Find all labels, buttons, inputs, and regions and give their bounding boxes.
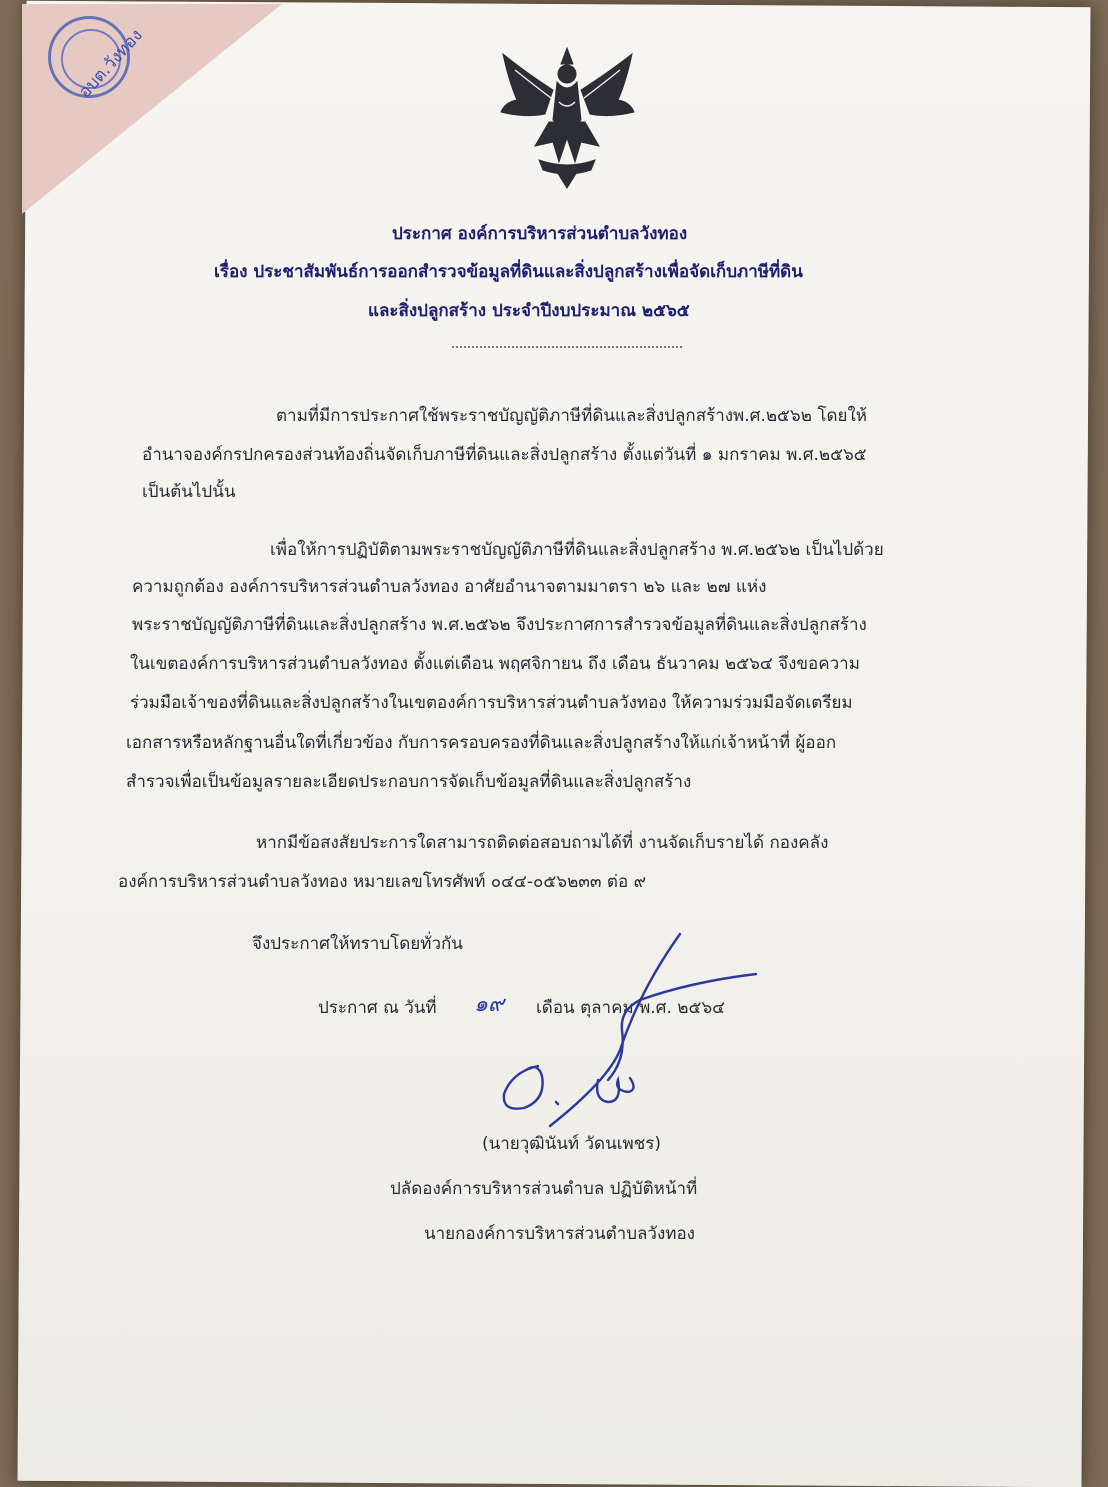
closing-statement: จึงประกาศให้ทราบโดยทั่วกัน — [252, 934, 463, 954]
paragraph-1-line-3: เป็นต้นไปนั้น — [142, 482, 236, 502]
paragraph-2-line-2: ความถูกต้อง องค์การบริหารส่วนตำบลวังทอง อาศัยอำนาจตามมาตรา ๒๖ และ ๒๗ แห่ง — [132, 577, 767, 597]
header-line-3: และสิ่งปลูกสร้าง ประจำปีงบประมาณ ๒๕๖๕ — [368, 301, 690, 321]
paragraph-3-line-1: หากมีข้อสงสัยประการใดสามารถติดต่อสอบถามได้ที่ งานจัดเก็บรายได้ กองคลัง — [256, 833, 829, 853]
paragraph-1-line-2: อำนาจองค์กรปกครองส่วนท้องถิ่นจัดเก็บภาษีที่ดินและสิ่งปลูกสร้าง ตั้งแต่วันที่ ๑ มกราคม พ.ศ.๒๕๖๕ — [142, 445, 867, 465]
paragraph-2-line-6: เอกสารหรือหลักฐานอื่นใดที่เกี่ยวข้อง กับการครอบครองที่ดินและสิ่งปลูกสร้างให้แก่เจ้าหน้าที่ ผู้ออก — [126, 733, 837, 753]
paragraph-2-line-7: สำรวจเพื่อเป็นข้อมูลรายละเอียดประกอบการจัดเก็บข้อมูลที่ดินและสิ่งปลูกสร้าง — [126, 772, 692, 792]
header-divider — [452, 346, 682, 348]
date-day-handwritten: ๑๙ — [474, 992, 505, 1017]
signatory-title-1: ปลัดองค์การบริหารส่วนตำบล ปฏิบัติหน้าที่ — [390, 1179, 698, 1199]
header-line-1: ประกาศ องค์การบริหารส่วนตำบลวังทอง — [392, 224, 688, 244]
date-prefix: ประกาศ ณ วันที่ — [318, 998, 437, 1018]
garuda-emblem-icon — [495, 42, 640, 192]
handwritten-signature-icon — [490, 930, 780, 1130]
header-line-2: เรื่อง ประชาสัมพันธ์การออกสำรวจข้อมูลที่ดินและสิ่งปลูกสร้างเพื่อจัดเก็บภาษีที่ดิน — [214, 262, 803, 282]
paragraph-2-line-4: ในเขตองค์การบริหารส่วนตำบลวังทอง ตั้งแต่เดือน พฤศจิกายน ถึง เดือน ธันวาคม ๒๕๖๔ จึงขอความ — [130, 654, 860, 674]
paragraph-1-line-1: ตามที่มีการประกาศใช้พระราชบัญญัติภาษีที่ดินและสิ่งปลูกสร้างพ.ศ.๒๕๖๒ โดยให้ — [276, 406, 867, 426]
stamp-label: อบต.วังทอง — [74, 25, 147, 103]
signatory-title-2: นายกองค์การบริหารส่วนตำบลวังทอง — [424, 1224, 695, 1244]
paragraph-2-line-1: เพื่อให้การปฏิบัติตามพระราชบัญญัติภาษีที่ดินและสิ่งปลูกสร้าง พ.ศ.๒๕๖๒ เป็นไปด้วย — [270, 540, 884, 560]
paragraph-2-line-3: พระราชบัญญัติภาษีที่ดินและสิ่งปลูกสร้าง พ.ศ.๒๕๖๒ จึงประกาศการสำรวจข้อมูลที่ดินและสิ่งปลูกสร้าง — [132, 615, 867, 635]
date-suffix: เดือน ตุลาคม พ.ศ. ๒๕๖๔ — [536, 998, 726, 1018]
paragraph-3-line-2: องค์การบริหารส่วนตำบลวังทอง หมายเลขโทรศัพท์ ๐๔๔-๐๕๖๒๓๓ ต่อ ๙ — [118, 872, 647, 892]
signatory-name: (นายวุฒินันท์ วัดนเพชร) — [482, 1134, 662, 1154]
paragraph-2-line-5: ร่วมมือเจ้าของที่ดินและสิ่งปลูกสร้างในเขตองค์การบริหารส่วนตำบลวังทอง ให้ความร่วมมือจัดเตรียม — [130, 693, 853, 713]
